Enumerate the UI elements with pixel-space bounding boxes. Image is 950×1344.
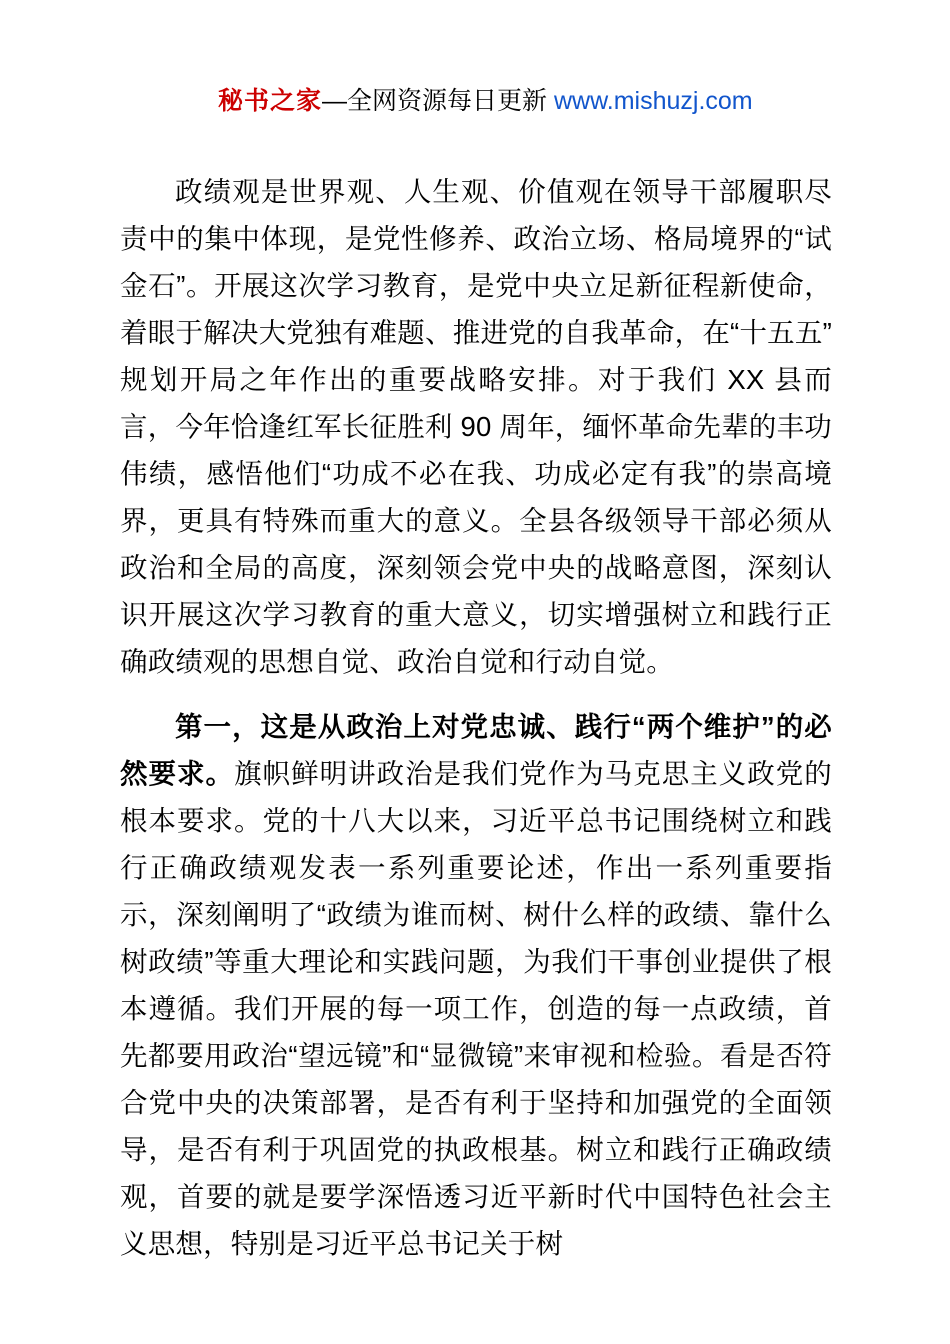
document-body xyxy=(120,168,832,1273)
paragraph-1-text: 政绩观是世界观、人生观、价值观在领导干部履职尽责中的集中体现，是党性修养、政治立场、格局境界的“试金石”。开展这次学习教育，是党中央立足新征程新使命，着眼于解决大党独有难题、推进党的自我革命，在“十五五”规划开局之年作出的重要战略安排。对于我们 XX 县而言，今年恰逢红军长征胜利 90 周年，缅怀革命先辈的丰功伟绩，感悟他们“功成不必在我、功成必定有我”的崇高境界，更具有特殊而重大的意义。全县各级领导干部必须从政治和全局的高度，深刻领会党中央的战略意图，深刻认识开展这次学习教育的重大意义，切实增强树立和践行正确政绩观的思想自觉、政治自觉和行动自觉。 xyxy=(120,176,832,677)
paragraph-2-lead: 第一，这是从政治上对党忠诚、践行“两个维护”的必然要求。 xyxy=(120,711,832,789)
paragraph-spacer xyxy=(120,691,832,703)
page-header xyxy=(218,86,830,116)
site-url-link[interactable]: www.mishuzj.com xyxy=(553,87,753,115)
site-brand-label: 秘书之家 xyxy=(218,87,323,115)
paragraph-2 xyxy=(120,703,832,1267)
paragraph-1 xyxy=(120,168,832,685)
paragraph-2-text: 旗帜鲜明讲政治是我们党作为马克思主义政党的根本要求。党的十八大以来，习近平总书记围绕树立和践行正确政绩观发表一系列重要论述，作出一系列重要指示，深刻阐明了“政绩为谁而树、树什么样的政绩、靠什么树政绩”等重大理论和实践问题，为我们干事创业提供了根本遵循。我们开展的每一项工作，创造的每一点政绩，首先都要用政治“望远镜”和“显微镜”来审视和检验。看是否符合党中央的决策部署，是否有利于坚持和加强党的全面领导，是否有利于巩固党的执政根基。树立和践行正确政绩观，首要的就是要学深悟透习近平新时代中国特色社会主义思想，特别是习近平总书记关于树 xyxy=(120,758,832,1259)
site-tagline-label: —全网资源每日更新 xyxy=(322,87,554,115)
